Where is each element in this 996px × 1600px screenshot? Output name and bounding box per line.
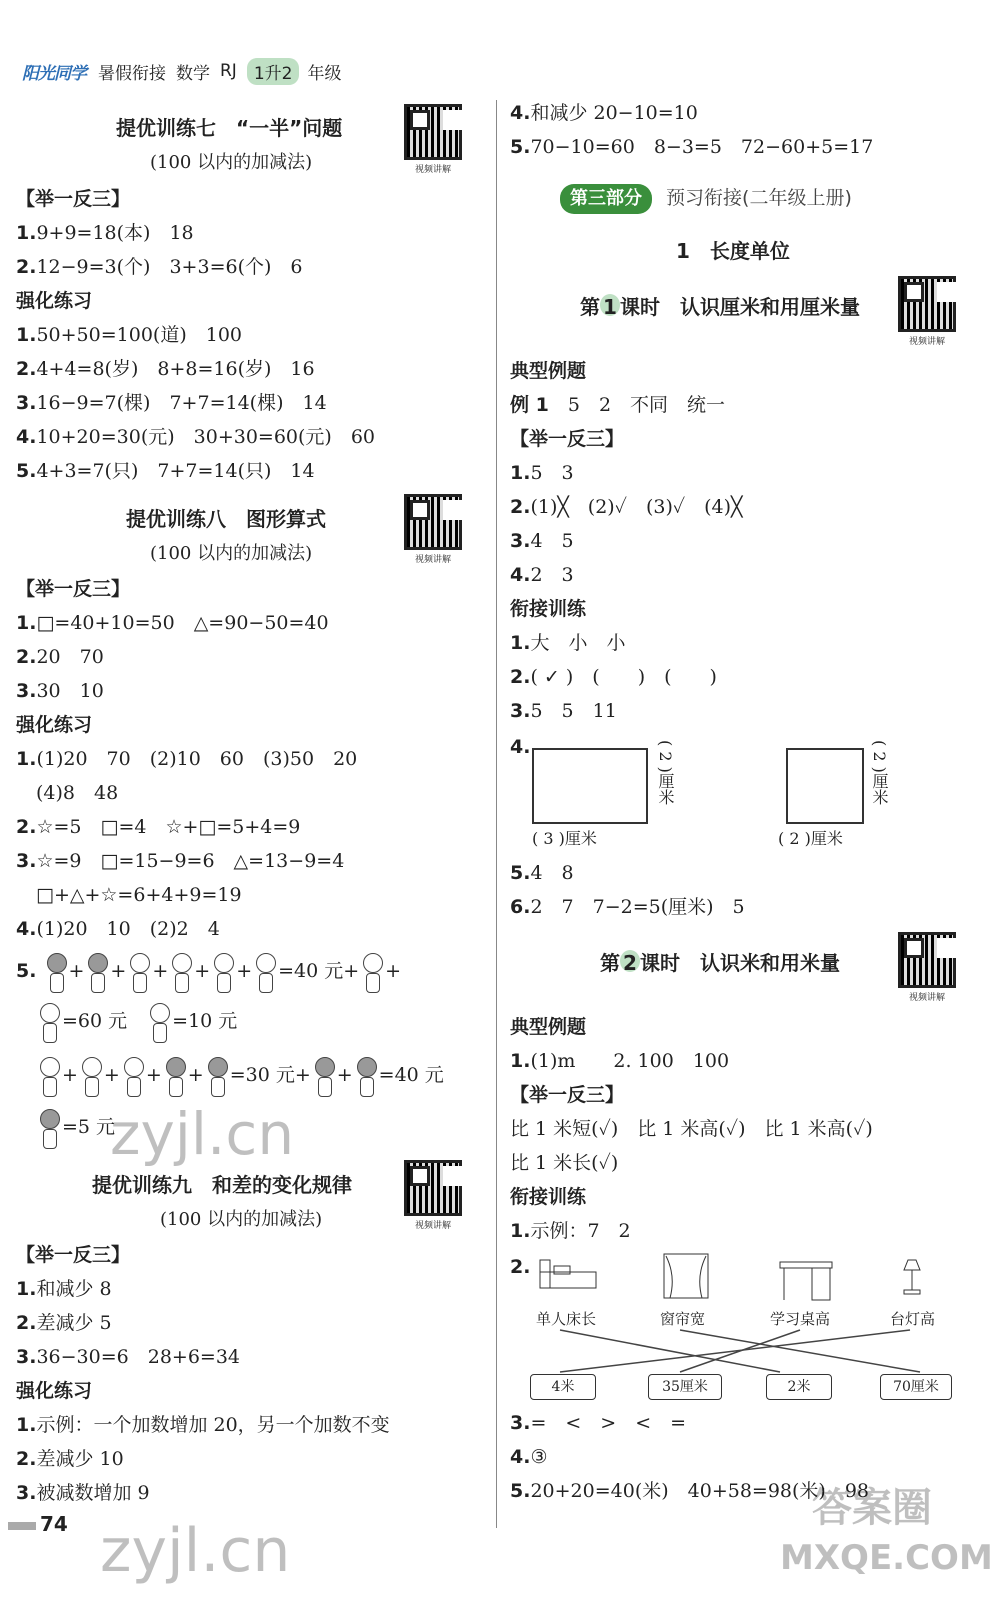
- answer-line: 1.5 3: [510, 462, 574, 484]
- answer-line: 1.示例：一个加数增加 20，另一个加数不变: [16, 1414, 390, 1436]
- answer-line: 6.2 7 7−2=5(厘米) 5: [510, 896, 745, 918]
- doll-icon: [146, 999, 172, 1045]
- object-label: 台灯高: [890, 1310, 936, 1328]
- lesson-title: 第 2 课时 认识米和用米量: [600, 951, 840, 975]
- section-title: 提优训练九 和差的变化规律: [92, 1173, 352, 1197]
- qr-code[interactable]: [898, 932, 956, 1003]
- object-label: 窗帘宽: [660, 1310, 706, 1328]
- qr-icon: [404, 494, 462, 550]
- answer-line: 2.差减少 10: [16, 1448, 124, 1470]
- square-width-label: ( 2 )厘米: [778, 829, 843, 848]
- doll-icon: [36, 1105, 62, 1151]
- figure-equation: =5 元: [36, 1104, 115, 1151]
- doll-icon: [120, 1053, 146, 1099]
- doll-icon: [162, 1053, 188, 1099]
- qr-code[interactable]: [404, 104, 462, 175]
- answer-line: 1.示例：7 2: [510, 1220, 631, 1242]
- rect-height-label: ( 2 )厘米: [656, 740, 675, 805]
- watermark: MXQE.COM: [780, 1538, 993, 1578]
- subheading: 强化练习: [16, 714, 93, 736]
- doll-icon: [311, 1053, 337, 1099]
- qr-code[interactable]: [404, 1160, 462, 1231]
- doll-icon: [78, 1053, 104, 1099]
- answer-line: 3.☆=9 □=15−9=6 △=13−9=4: [16, 850, 345, 872]
- square-figure: [786, 748, 864, 824]
- answer-line: 5.70−10=60 8−3=5 72−60+5=17: [510, 136, 874, 158]
- answer-line: (4)8 48: [36, 782, 119, 804]
- watermark: zyjl.cn: [100, 1516, 291, 1586]
- figure-equation: + + + + =30 元+ + =40 元: [36, 1052, 444, 1099]
- grade-badge: 1升2: [247, 58, 300, 85]
- answer-line: 2.☆=5 □=4 ☆+□=5+4=9: [16, 816, 301, 838]
- answer-line: 5.4 8: [510, 862, 574, 884]
- answer-line: 3.= < > < =: [510, 1412, 687, 1434]
- qr-icon: [898, 276, 956, 332]
- object-label: 单人床长: [536, 1310, 597, 1328]
- column-divider: [496, 100, 497, 1528]
- desk-icon: [778, 1254, 834, 1302]
- doll-icon: [36, 999, 62, 1045]
- section-subtitle: (100 以内的加减法): [160, 1209, 323, 1230]
- length-option: 4米: [530, 1374, 596, 1400]
- qr-caption: 视频讲解: [414, 1221, 451, 1231]
- watermark: zyjl.cn: [110, 1100, 295, 1168]
- qr-icon: [404, 1160, 462, 1216]
- subheading: 强化练习: [16, 1380, 93, 1402]
- answer-line: 4.(1)20 10 (2)2 4: [16, 918, 220, 940]
- doll-icon: [353, 1053, 379, 1099]
- subheading: 【举一反三】: [510, 1084, 625, 1106]
- doll-icon: [359, 949, 385, 995]
- answer-line: 2.( ✓ ) ( ) ( ): [510, 666, 717, 688]
- brand-logo: 阳光同学: [22, 63, 86, 84]
- subheading: 【举一反三】: [16, 1244, 131, 1266]
- doll-icon: [36, 1053, 62, 1099]
- qr-icon: [898, 932, 956, 988]
- doll-icon: [84, 949, 110, 995]
- matching-lines: [520, 1328, 960, 1374]
- part-header: [560, 184, 852, 214]
- rect-width-label: ( 3 )厘米: [532, 829, 597, 848]
- square-height-label: ( 2 )厘米: [870, 740, 889, 805]
- answer-line: 1.9+9=18(本) 18: [16, 222, 194, 244]
- answer-line: 3.36−30=6 28+6=34: [16, 1346, 241, 1368]
- answer-line: 2.20 70: [16, 646, 104, 668]
- subheading: 【举一反三】: [16, 188, 131, 210]
- object-label: 学习桌高: [770, 1310, 831, 1328]
- answer-line: 比 1 米短(✓) 比 1 米高(✓) 比 1 米高(✓): [510, 1118, 873, 1140]
- grade-suffix: 年级: [307, 63, 342, 84]
- answer-line: 3.5 5 11: [510, 700, 617, 722]
- series-label: 暑假衔接: [98, 63, 166, 84]
- page-header: [22, 56, 351, 86]
- answer-line: 5.4+3=7(只) 7+7=14(只) 14: [16, 460, 315, 482]
- length-option: 2米: [766, 1374, 832, 1400]
- doll-icon: [168, 949, 194, 995]
- subheading: 【举一反三】: [510, 428, 625, 450]
- answer-line: 1.和减少 8: [16, 1278, 112, 1300]
- answer-line: 3.被减数增加 9: [16, 1482, 150, 1504]
- figure-equation: 5. + + + + + =40 元+ +: [16, 948, 401, 995]
- answer-line: 5.20+20=40(米) 40+58=98(米) 98: [510, 1480, 870, 1502]
- lesson-title: 第 1 课时 认识厘米和用厘米量: [580, 295, 860, 319]
- lamp-icon: [898, 1256, 926, 1300]
- answer-line: □+△+☆=6+4+9=19: [36, 884, 242, 906]
- curtain-icon: [662, 1250, 710, 1302]
- question-number: 4.: [510, 736, 531, 758]
- edition-label: RJ: [220, 61, 237, 81]
- answer-line: 1.(1)20 70 (2)10 60 (3)50 20: [16, 748, 358, 770]
- answer-line: 4.2 3: [510, 564, 574, 586]
- section-title: 提优训练七 “一半”问题: [116, 116, 343, 140]
- question-number: 2.: [510, 1256, 531, 1278]
- answer-line: 3.30 10: [16, 680, 104, 702]
- answer-line: 4.10+20=30(元) 30+30=60(元) 60: [16, 426, 376, 448]
- page-number: 74: [8, 1512, 68, 1536]
- doll-icon: [43, 949, 69, 995]
- qr-caption: 视频讲解: [908, 993, 945, 1003]
- length-option: 70厘米: [880, 1374, 952, 1400]
- doll-icon: [210, 949, 236, 995]
- bed-icon: [536, 1254, 600, 1298]
- answer-line: 2.差减少 5: [16, 1312, 112, 1334]
- subheading: 【举一反三】: [16, 578, 131, 600]
- subheading: 衔接训练: [510, 598, 587, 620]
- rectangle-figure: [532, 748, 648, 824]
- part-badge: 第三部分: [560, 184, 652, 214]
- qr-caption: 视频讲解: [414, 165, 451, 175]
- qr-code[interactable]: [404, 494, 462, 565]
- answer-line: 4.和减少 20−10=10: [510, 102, 698, 124]
- section-subtitle: (100 以内的加减法): [150, 543, 313, 564]
- subheading: 典型例题: [510, 1016, 587, 1038]
- unit-title: 1 长度单位: [676, 239, 790, 263]
- qr-code[interactable]: [898, 276, 956, 347]
- answer-line: 1.□=40+10=50 △=90−50=40: [16, 612, 329, 634]
- answer-line: 2.4+4=8(岁) 8+8=16(岁) 16: [16, 358, 315, 380]
- part-title: 预习衔接(二年级上册): [666, 187, 852, 209]
- section-title: 提优训练八 图形算式: [126, 507, 326, 531]
- subject-label: 数学: [176, 63, 210, 84]
- section-subtitle: (100 以内的加减法): [150, 152, 313, 173]
- qr-icon: [404, 104, 462, 160]
- answer-line: 2.12−9=3(个) 3+3=6(个) 6: [16, 256, 303, 278]
- figure-equation: =60 元 =10 元: [36, 998, 237, 1045]
- answer-line: 例 1 5 2 不同 统一: [510, 394, 726, 416]
- answer-line: 3.4 5: [510, 530, 574, 552]
- watermark: 答案圈: [812, 1485, 932, 1531]
- doll-icon: [126, 949, 152, 995]
- doll-icon: [204, 1053, 230, 1099]
- doll-icon: [252, 949, 278, 995]
- answer-line: 1.大 小 小: [510, 632, 626, 654]
- length-option: 35厘米: [648, 1374, 722, 1400]
- qr-caption: 视频讲解: [908, 337, 945, 347]
- answer-line: 2.(1)╳ (2)✓ (3)✓ (4)╳: [510, 496, 743, 518]
- answer-line: 1.50+50=100(道) 100: [16, 324, 243, 346]
- answer-line: 1.(1)m 2. 100 100: [510, 1050, 730, 1072]
- answer-line: 3.16−9=7(棵) 7+7=14(棵) 14: [16, 392, 327, 414]
- subheading: 典型例题: [510, 360, 587, 382]
- qr-caption: 视频讲解: [414, 555, 451, 565]
- answer-line: 4.③: [510, 1446, 548, 1468]
- answer-line: 比 1 米长(✓): [510, 1152, 619, 1174]
- subheading: 衔接训练: [510, 1186, 587, 1208]
- subheading: 强化练习: [16, 290, 93, 312]
